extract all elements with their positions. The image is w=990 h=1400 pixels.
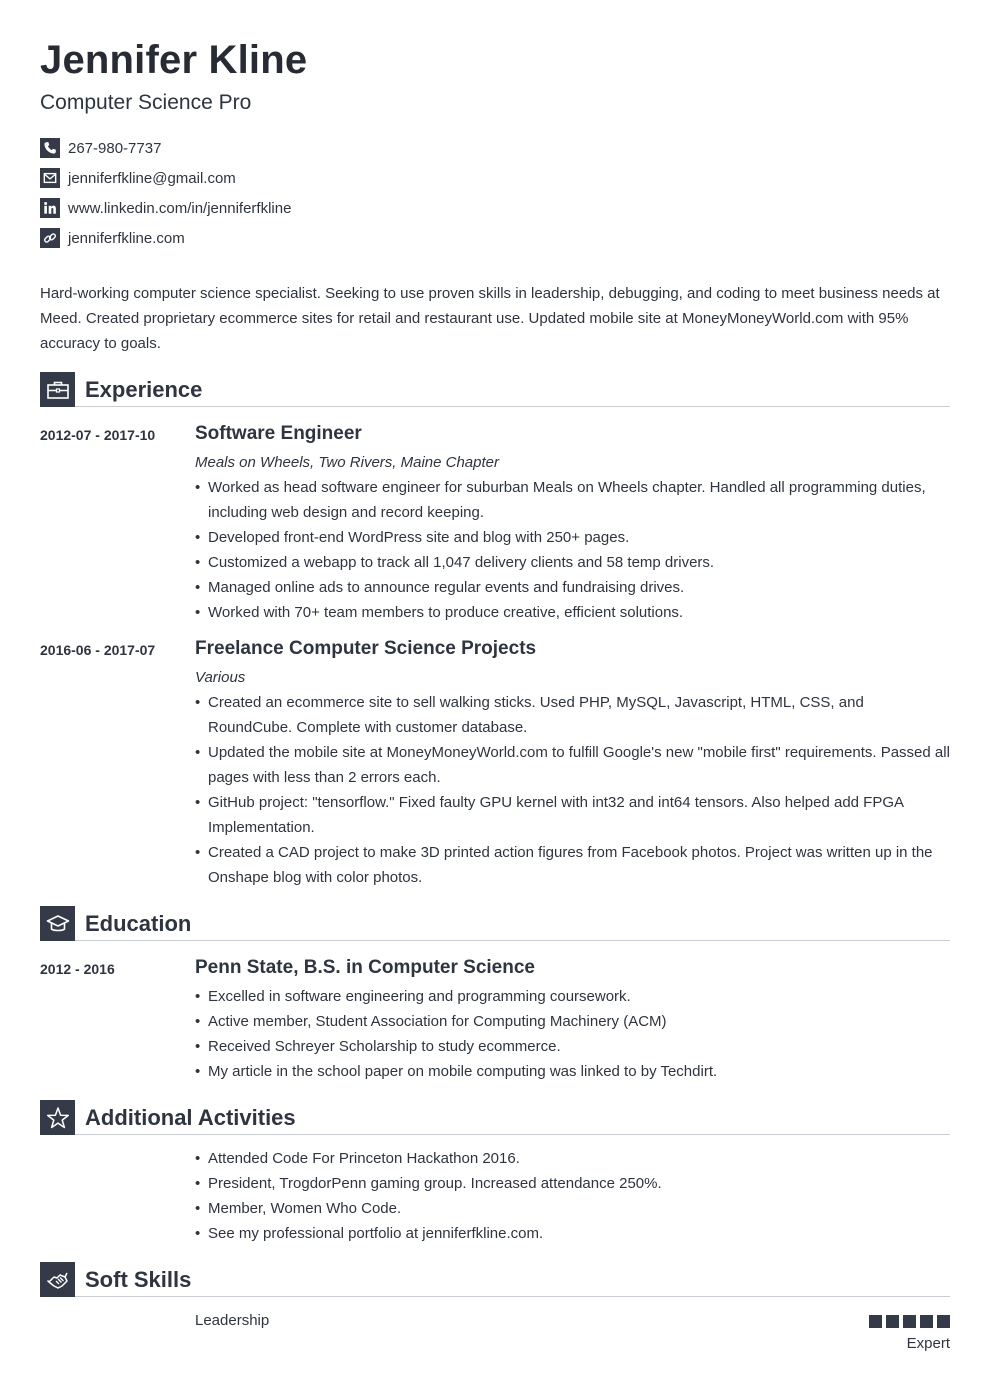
link-icon — [40, 228, 60, 248]
skill-leadership-label: Leadership — [195, 1312, 270, 1329]
candidate-name: Jennifer Kline — [40, 38, 308, 82]
entry-date: 2012-07 - 2017-10 — [40, 427, 156, 443]
phone-icon — [40, 138, 60, 158]
entry-bullets — [195, 690, 950, 890]
section-experience-header — [40, 372, 950, 408]
entry-role: Penn State, B.S. in Computer Science — [195, 957, 535, 978]
section-soft-skills-title: Soft Skills — [85, 1267, 192, 1292]
entry-org: Various — [195, 669, 246, 686]
contact-email — [40, 167, 440, 189]
list-item: • Excelled in software engineering and programming coursework. — [195, 984, 950, 1009]
star-icon — [40, 1100, 75, 1135]
list-item: • President, TrogdorPenn gaming group. Increased attendance 250%. — [195, 1171, 950, 1196]
entry-bullets — [195, 984, 950, 1084]
entry-date: 2012 - 2016 — [40, 961, 115, 977]
contact-list — [40, 137, 440, 257]
list-item: • Received Schreyer Scholarship to study ecommerce. — [195, 1034, 950, 1059]
section-divider — [75, 940, 950, 941]
section-soft-skills-header — [40, 1262, 950, 1298]
section-activities-title: Additional Activities — [85, 1105, 296, 1130]
entry-role: Freelance Computer Science Projects — [195, 638, 537, 659]
list-item: • Customized a webapp to track all 1,047 delivery clients and 58 temp drivers. — [195, 550, 950, 575]
rating-square — [886, 1315, 899, 1328]
section-divider — [75, 406, 950, 407]
skill-leadership-level: Expert — [906, 1335, 950, 1352]
rating-square — [869, 1315, 882, 1328]
section-divider — [75, 1296, 950, 1297]
rating-square — [920, 1315, 933, 1328]
list-item: • Active member, Student Association for Computing Machinery (ACM) — [195, 1009, 950, 1034]
list-item: • See my professional portfolio at jenniferfkline.com. — [195, 1221, 950, 1246]
entry-role: Software Engineer — [195, 423, 362, 444]
candidate-title: Computer Science Pro — [40, 91, 252, 114]
section-experience-title: Experience — [85, 377, 203, 402]
graduation-cap-icon — [40, 906, 75, 941]
list-item: • Created a CAD project to make 3D printed action figures from Facebook photos. Project was written up in the Onshape blog with color photos. — [195, 840, 950, 890]
list-item: • GitHub project: "tensorflow." Fixed faulty GPU kernel with int32 and int64 tensors. Also helped add FPGA Implementation. — [195, 790, 950, 840]
list-item: • Worked as head software engineer for suburban Meals on Wheels chapter. Handled all programming duties, including web design and record keeping. — [195, 475, 950, 525]
list-item: • Attended Code For Princeton Hackathon 2016. — [195, 1146, 950, 1171]
list-item: • My article in the school paper on mobile computing was linked to by Techdirt. — [195, 1059, 950, 1084]
list-item: • Updated the mobile site at MoneyMoneyWorld.com to fulfill Google's new "mobile first" requirements. Passed all pages with less than 2 errors each. — [195, 740, 950, 790]
list-item: • Created an ecommerce site to sell walking sticks. Used PHP, MySQL, Javascript, HTML, CSS, and RoundCube. Complete with customer database. — [195, 690, 950, 740]
contact-linkedin — [40, 197, 440, 219]
section-education-title: Education — [85, 911, 192, 936]
entry-org: Meals on Wheels, Two Rivers, Maine Chapter — [195, 454, 499, 471]
list-item: • Managed online ads to announce regular events and fundraising drives. — [195, 575, 950, 600]
section-education-header — [40, 906, 950, 942]
list-item: • Worked with 70+ team members to produce creative, efficient solutions. — [195, 600, 950, 625]
summary-paragraph: Hard-working computer science specialist. Seeking to use proven skills in leadership, debugging, and coding to meet business needs at Meed. Created proprietary ecommerce sites for retail and restaurant use. Updated mobile site at MoneyMoneyWorld.com with 95% accuracy to goals. — [40, 285, 940, 352]
activities-bullets — [195, 1146, 950, 1246]
contact-website-text[interactable]: jenniferfkline.com — [68, 229, 185, 247]
envelope-icon — [40, 168, 60, 188]
skill-leadership-rating — [869, 1315, 950, 1328]
briefcase-icon — [40, 372, 75, 407]
rating-square — [903, 1315, 916, 1328]
contact-linkedin-text[interactable]: www.linkedin.com/in/jenniferfkline — [68, 199, 292, 217]
entry-date: 2016-06 - 2017-07 — [40, 642, 156, 658]
handshake-icon — [40, 1262, 75, 1297]
contact-phone-text[interactable]: 267-980-7737 — [68, 139, 162, 157]
contact-phone — [40, 137, 440, 159]
section-activities-header — [40, 1100, 950, 1136]
rating-square — [937, 1315, 950, 1328]
contact-email-text[interactable]: jenniferfkline@gmail.com — [68, 169, 236, 187]
section-divider — [75, 1134, 950, 1135]
list-item: • Member, Women Who Code. — [195, 1196, 950, 1221]
contact-website — [40, 227, 440, 249]
linkedin-icon — [40, 198, 60, 218]
list-item: • Developed front-end WordPress site and blog with 250+ pages. — [195, 525, 950, 550]
entry-bullets — [195, 475, 950, 625]
